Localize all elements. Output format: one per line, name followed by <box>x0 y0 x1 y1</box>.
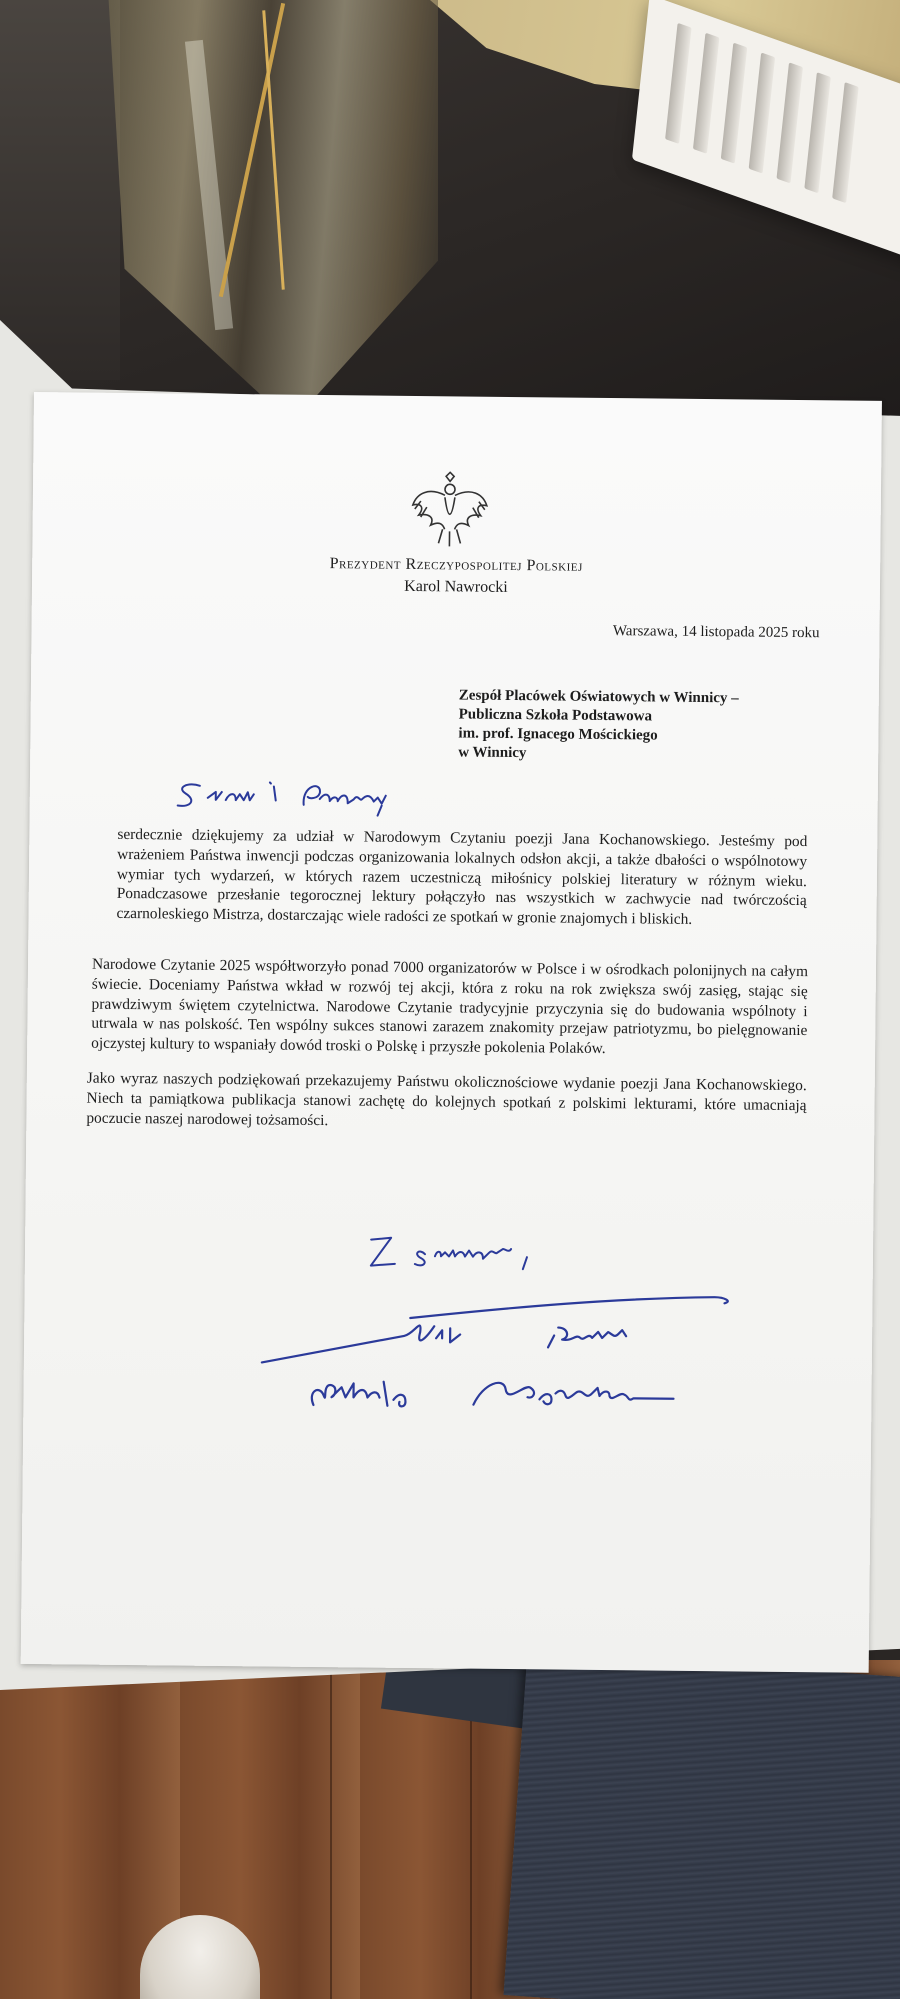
white-eagle-emblem-icon <box>408 471 491 550</box>
letter-paragraph: Jako wyraz naszych podziękowań przekazujemy Państwu okolicznościowe wydanie poezji Jana Kochanowskiego. Niech ta pamiątkowa publikacja stanowi zachętę do kolejnych spotkań z polskimi lekturami, które umacniają poczucie naszej narodowej tożsamości. <box>86 1069 807 1129</box>
addressee-line: im. prof. Ignacego Mościckiego <box>458 725 658 744</box>
letter-paragraph: Narodowe Czytanie 2025 współtworzyło ponad 7000 organizatorów w Polsce i w ośrodkach polonijnych na całym świecie. Doceniamy Państwa wkład w rozwój tej akcji, która z roku na rok zwiększa swój zasięg, stając się prawdziwym świętem czytelnictwa. Narodowe Czytanie tradycyjnie przyczynia się do budowania wspólnoty i utrwala w nas polskość. Ten wspólny sukces stanowi zarazem znakomity przejaw patriotyzmu, bo pielęgnowanie ojczystej kultury to wspaniały dowód troski o Polskę i przyszłe pokolenia Polaków. <box>91 955 809 1058</box>
letterhead-name: Karol Nawrocki <box>404 577 508 596</box>
letter-paper <box>21 392 882 1673</box>
letterhead-title: Prezydent Rzeczypospolitej Polskiej <box>329 555 583 575</box>
date-line: Warszawa, 14 listopada 2025 roku <box>612 623 820 642</box>
addressee-block <box>458 686 739 765</box>
book-cover <box>503 1651 900 1999</box>
tablecloth-fold <box>0 0 120 380</box>
letter-paragraph: serdecznie dziękujemy za udział w Narodowym Czytaniu poezji Jana Kochanowskiego. Jesteśmy pod wrażeniem Państwa inwencji podczas organizowania lokalnych odsłon akcji, a także dbałości o wspólnotowy wymiar tych wydarzeń, w których razem uczestniczą miłośnicy polskiej literatury w różnym wieku. Ponadczasowe przesłanie tegorocznej lektury połączyło nas wszystkich w zachwycie nad twórczością czarnoleskiego Mistrza, dostarczając wiele radości ze spotkań w gronie znajomych i bliskich. <box>116 825 808 929</box>
addressee-line: Publiczna Szkoła Podstawowa <box>458 706 653 725</box>
handwritten-signatures <box>253 1284 815 1440</box>
handwritten-greeting <box>169 773 510 827</box>
addressee-line: w Winnicy <box>458 744 527 762</box>
addressee-line: Zespół Placówek Oświatowych w Winnicy – <box>458 687 739 707</box>
letter <box>21 392 882 1673</box>
